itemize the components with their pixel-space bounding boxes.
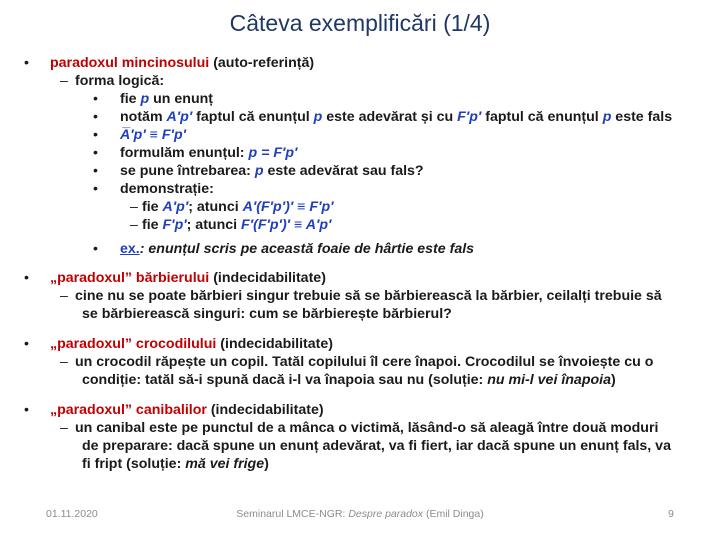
crocodile-paradox-tag: (indecidabilitate) bbox=[216, 336, 334, 352]
dash-marker: – bbox=[130, 199, 138, 215]
math-var: p bbox=[602, 109, 612, 125]
barber-paradox-tag: (indecidabilitate) bbox=[209, 270, 326, 286]
example-text: : enunțul scris pe această foaie de hârtie este fals bbox=[139, 241, 475, 257]
math-var: p bbox=[313, 109, 323, 125]
bullet-marker: • bbox=[93, 163, 98, 179]
text: se bărbierească singuri: cum se bărbierește bărbierul? bbox=[82, 306, 452, 322]
slide-title-counter: (1/4) bbox=[436, 10, 491, 36]
cannibals-line-3 bbox=[20, 455, 700, 473]
liar-paradox-tag: (auto-referință) bbox=[209, 55, 315, 71]
dash-marker: – bbox=[60, 288, 68, 304]
page-number: 9 bbox=[668, 508, 674, 520]
math-expr: F′p′ bbox=[162, 217, 187, 233]
text: faptul că enunțul bbox=[192, 109, 314, 125]
footer-seminar: Seminarul LMCE-NGR: bbox=[236, 508, 349, 520]
cannibals-line-1 bbox=[20, 419, 700, 437]
text: faptul că enunțul bbox=[481, 109, 603, 125]
proof-line-2 bbox=[20, 216, 700, 234]
text: cine nu se poate bărbieri singur trebuie să se bărbierească la bărbier, ceilalți trebuie să bbox=[75, 288, 662, 304]
bullet-marker: • bbox=[93, 145, 98, 161]
footer-date: 01.11.2020 bbox=[46, 508, 98, 520]
logic-line-5 bbox=[20, 162, 700, 180]
math-var: p bbox=[140, 91, 150, 107]
bullet-liar-paradox bbox=[20, 54, 700, 72]
cannibals-line-2 bbox=[20, 437, 700, 455]
cannibals-paradox-name: „paradoxul” canibalilor bbox=[50, 402, 207, 418]
logic-line-4 bbox=[20, 144, 700, 162]
dash-marker: – bbox=[60, 73, 68, 89]
text: fie bbox=[142, 199, 163, 215]
math-expr: F′p′ bbox=[457, 109, 482, 125]
text: formulăm enunțul: bbox=[120, 145, 249, 161]
bullet-marker: • bbox=[93, 181, 98, 197]
bullet-marker: • bbox=[24, 55, 29, 71]
crocodile-line-2 bbox=[20, 371, 700, 389]
example-line bbox=[20, 240, 700, 258]
proof-line-1 bbox=[20, 198, 700, 216]
text: este adevărat și cu bbox=[322, 109, 458, 125]
text: notăm bbox=[120, 109, 167, 125]
crocodile-paradox-name: „paradoxul” crocodilului bbox=[50, 336, 217, 352]
math-expr: p = F′p′ bbox=[248, 145, 298, 161]
text: mă vei frige bbox=[185, 456, 265, 472]
footer-topic: Despre paradox bbox=[348, 508, 424, 520]
bullet-marker: • bbox=[24, 402, 29, 418]
bullet-marker: • bbox=[93, 127, 98, 143]
logic-line-2 bbox=[20, 108, 700, 126]
logical-form-label: forma logică: bbox=[75, 73, 165, 89]
text: este adevărat sau fals? bbox=[263, 163, 424, 179]
text: de preparare: dacă spune un enunț adevărat, va fi fiert, iar dacă spune un enunț fals, va bbox=[82, 438, 671, 454]
bullet-marker: • bbox=[93, 241, 98, 257]
bullet-crocodile-paradox bbox=[20, 335, 700, 353]
bullet-marker: • bbox=[93, 109, 98, 125]
logic-line-6 bbox=[20, 180, 700, 198]
liar-paradox-name: paradoxul mincinosului bbox=[50, 55, 210, 71]
subbullet-logical-form bbox=[20, 72, 700, 90]
text: fie bbox=[142, 217, 163, 233]
text: demonstrație: bbox=[120, 181, 214, 197]
barber-line-2 bbox=[20, 305, 700, 323]
text: un enunț bbox=[149, 91, 214, 107]
barber-paradox-name: „paradoxul” bărbierului bbox=[50, 270, 210, 286]
dash-marker: – bbox=[60, 354, 68, 370]
text: se pune întrebarea: bbox=[120, 163, 255, 179]
math-expr: A′(F′p′)′ ≡ F′p′ bbox=[242, 199, 334, 215]
text: ; atunci bbox=[186, 217, 242, 233]
example-link[interactable]: ex. bbox=[120, 241, 140, 257]
logic-line-3 bbox=[20, 126, 700, 144]
cannibals-paradox-tag: (indecidabilitate) bbox=[206, 402, 324, 418]
text: ) bbox=[264, 456, 269, 472]
slide-content bbox=[20, 54, 700, 473]
text: ; atunci bbox=[188, 199, 243, 215]
bullet-barber-paradox bbox=[20, 269, 700, 287]
slide-title bbox=[0, 10, 720, 37]
bullet-marker: • bbox=[24, 270, 29, 286]
footer-center bbox=[0, 508, 720, 520]
dash-marker: – bbox=[60, 420, 68, 436]
math-var: p bbox=[254, 163, 264, 179]
bullet-cannibals-paradox bbox=[20, 401, 700, 419]
math-expr: F′(F′p′)′ ≡ A′p′ bbox=[241, 217, 332, 233]
text: condiție: tatăl să-i spună dacă i-l va înapoia sau nu (soluție: bbox=[82, 372, 488, 388]
text: este fals bbox=[611, 109, 673, 125]
crocodile-line-1 bbox=[20, 353, 700, 371]
bullet-marker: • bbox=[24, 336, 29, 352]
math-expr: A′p′ bbox=[162, 199, 189, 215]
text: fi fript (soluție: bbox=[82, 456, 186, 472]
footer-author: (Emil Dinga) bbox=[423, 508, 484, 520]
dash-marker: – bbox=[130, 217, 138, 233]
bullet-marker: • bbox=[93, 91, 98, 107]
text: un crocodil răpește un copil. Tatăl copilului îl cere înapoi. Crocodilul se învoiește cu o bbox=[75, 354, 654, 370]
logic-line-1 bbox=[20, 90, 700, 108]
text: un canibal este pe punctul de a mânca o victimă, lăsând-o să aleagă între două moduri bbox=[75, 420, 659, 436]
text: fie bbox=[120, 91, 141, 107]
text: ) bbox=[611, 372, 616, 388]
barber-line-1 bbox=[20, 287, 700, 305]
math-expr: A′p′ bbox=[166, 109, 193, 125]
slide-title-main: Câteva exemplificări bbox=[229, 10, 437, 36]
math-expr: A̅′p′ ≡ F′p′ bbox=[120, 127, 187, 143]
text: nu mi-l vei înapoia bbox=[487, 372, 611, 388]
